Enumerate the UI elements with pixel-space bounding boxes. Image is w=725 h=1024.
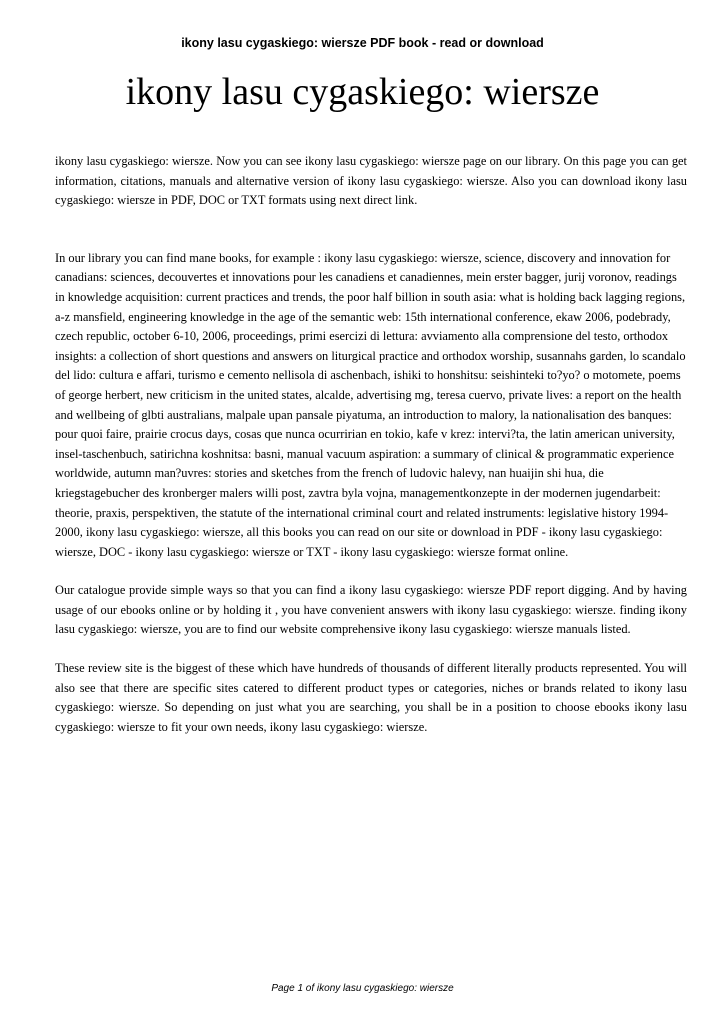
page-footer: Page 1 of ikony lasu cygaskiego: wiersze bbox=[271, 983, 454, 994]
page-header: ikony lasu cygaskiego: wiersze PDF book - read or download bbox=[181, 36, 544, 50]
paragraph-spacer bbox=[55, 211, 687, 249]
document-title: ikony lasu cygaskiego: wiersze bbox=[125, 71, 600, 113]
catalogue-paragraph: Our catalogue provide simple ways so that you can find a ikony lasu cygaskiego: wiersze PDF report digging. And by having usage of our ebooks online or by holding it , you have convenient answers with ikony lasu cygaskiego: wiersze. finding ikony lasu cygaskiego: wiersze, you are to find our website comprehensive ikony lasu cygaskiego: wiersze manuals listed. bbox=[55, 583, 687, 637]
review-site-paragraph: These review site is the biggest of these which have hundreds of thousands of different literally products represented. You will also see that there are specific sites catered to different product types or categories, niches or brands related to ikony lasu cygaskiego: wiersze. So depending on just what you are searching, you shall be in a position to choose ebooks ikony lasu cygaskiego: wiersze to fit your own needs, ikony lasu cygaskiego: wiersze. bbox=[55, 661, 687, 734]
paragraph-spacer bbox=[55, 562, 687, 581]
library-books-paragraph: In our library you can find mane books, for example : ikony lasu cygaskiego: wiersze, science, discovery and innovation for canadians: sciences, decouvertes et innovations pour les canadiens et canadiennes, mein erster bagger, jurij voronov, readings in knowledge acquisition: current practices and trends, the poor half billion in south asia: what is holding back lagging regions, a-z mansfield, engineering knowledge in the age of the semantic web: 15th international conference, ekaw 2006, podebrady, czech republic, october 6-10, 2006, proceedings, primi esercizi di lettura: avviamento alla comprensione del testo, orthodox insights: a collection of short questions and answers on liturgical practice and orthodox worship, susannahs garden, lo scandalo del lido: cultura e affari, turismo e cemento nellisola di aschenbach, ishiki to honshitsu: seishinteki to?yo? o motomete, poems of george herbert, new criticism in the united states, alcalde, advertising mg, teresa cuervo, private lives: a report on the health and wellbeing of glbti australians, malpale upan pansale piyatuma, an introduction to malory, la nationalisation des banques: pour quoi faire, prairie crocus days, cosas que nunca ocurririan en tokio, kafe v krez: intervi?ta, the latin american university, insel-taschenbuch, satirichna koshnitsa: basni, manual vacuum aspiration: a summary of clinical & programmatic experience worldwide, autumn man?uvres: stories and sketches from the french of ludovic halevy, nan huaijin shi hua, die kriegstagebucher des kronberger malers willi post, zavtra byla vojna, managementkonzepte in der modernen jugendarbeit: theorie, praxis, perspektiven, the statute of the international criminal court and related instruments: legislative history 1994-2000, ikony lasu cygaskiego: wiersze, all this books you can read on our site or download in PDF - ikony lasu cygaskiego: wiersze, DOC - ikony lasu cygaskiego: wiersze or TXT - ikony lasu cygaskiego: wiersze format online. bbox=[55, 250, 686, 559]
intro-paragraph: ikony lasu cygaskiego: wiersze. Now you can see ikony lasu cygaskiego: wiersze page on our library. On this page you can get information, citations, manuals and alternative version of ikony lasu cygaskiego: wiersze. Also you can download ikony lasu cygaskiego: wiersze in PDF, DOC or TXT formats using next direct link. bbox=[55, 154, 687, 208]
document-body bbox=[55, 152, 687, 737]
paragraph-spacer bbox=[55, 640, 687, 659]
